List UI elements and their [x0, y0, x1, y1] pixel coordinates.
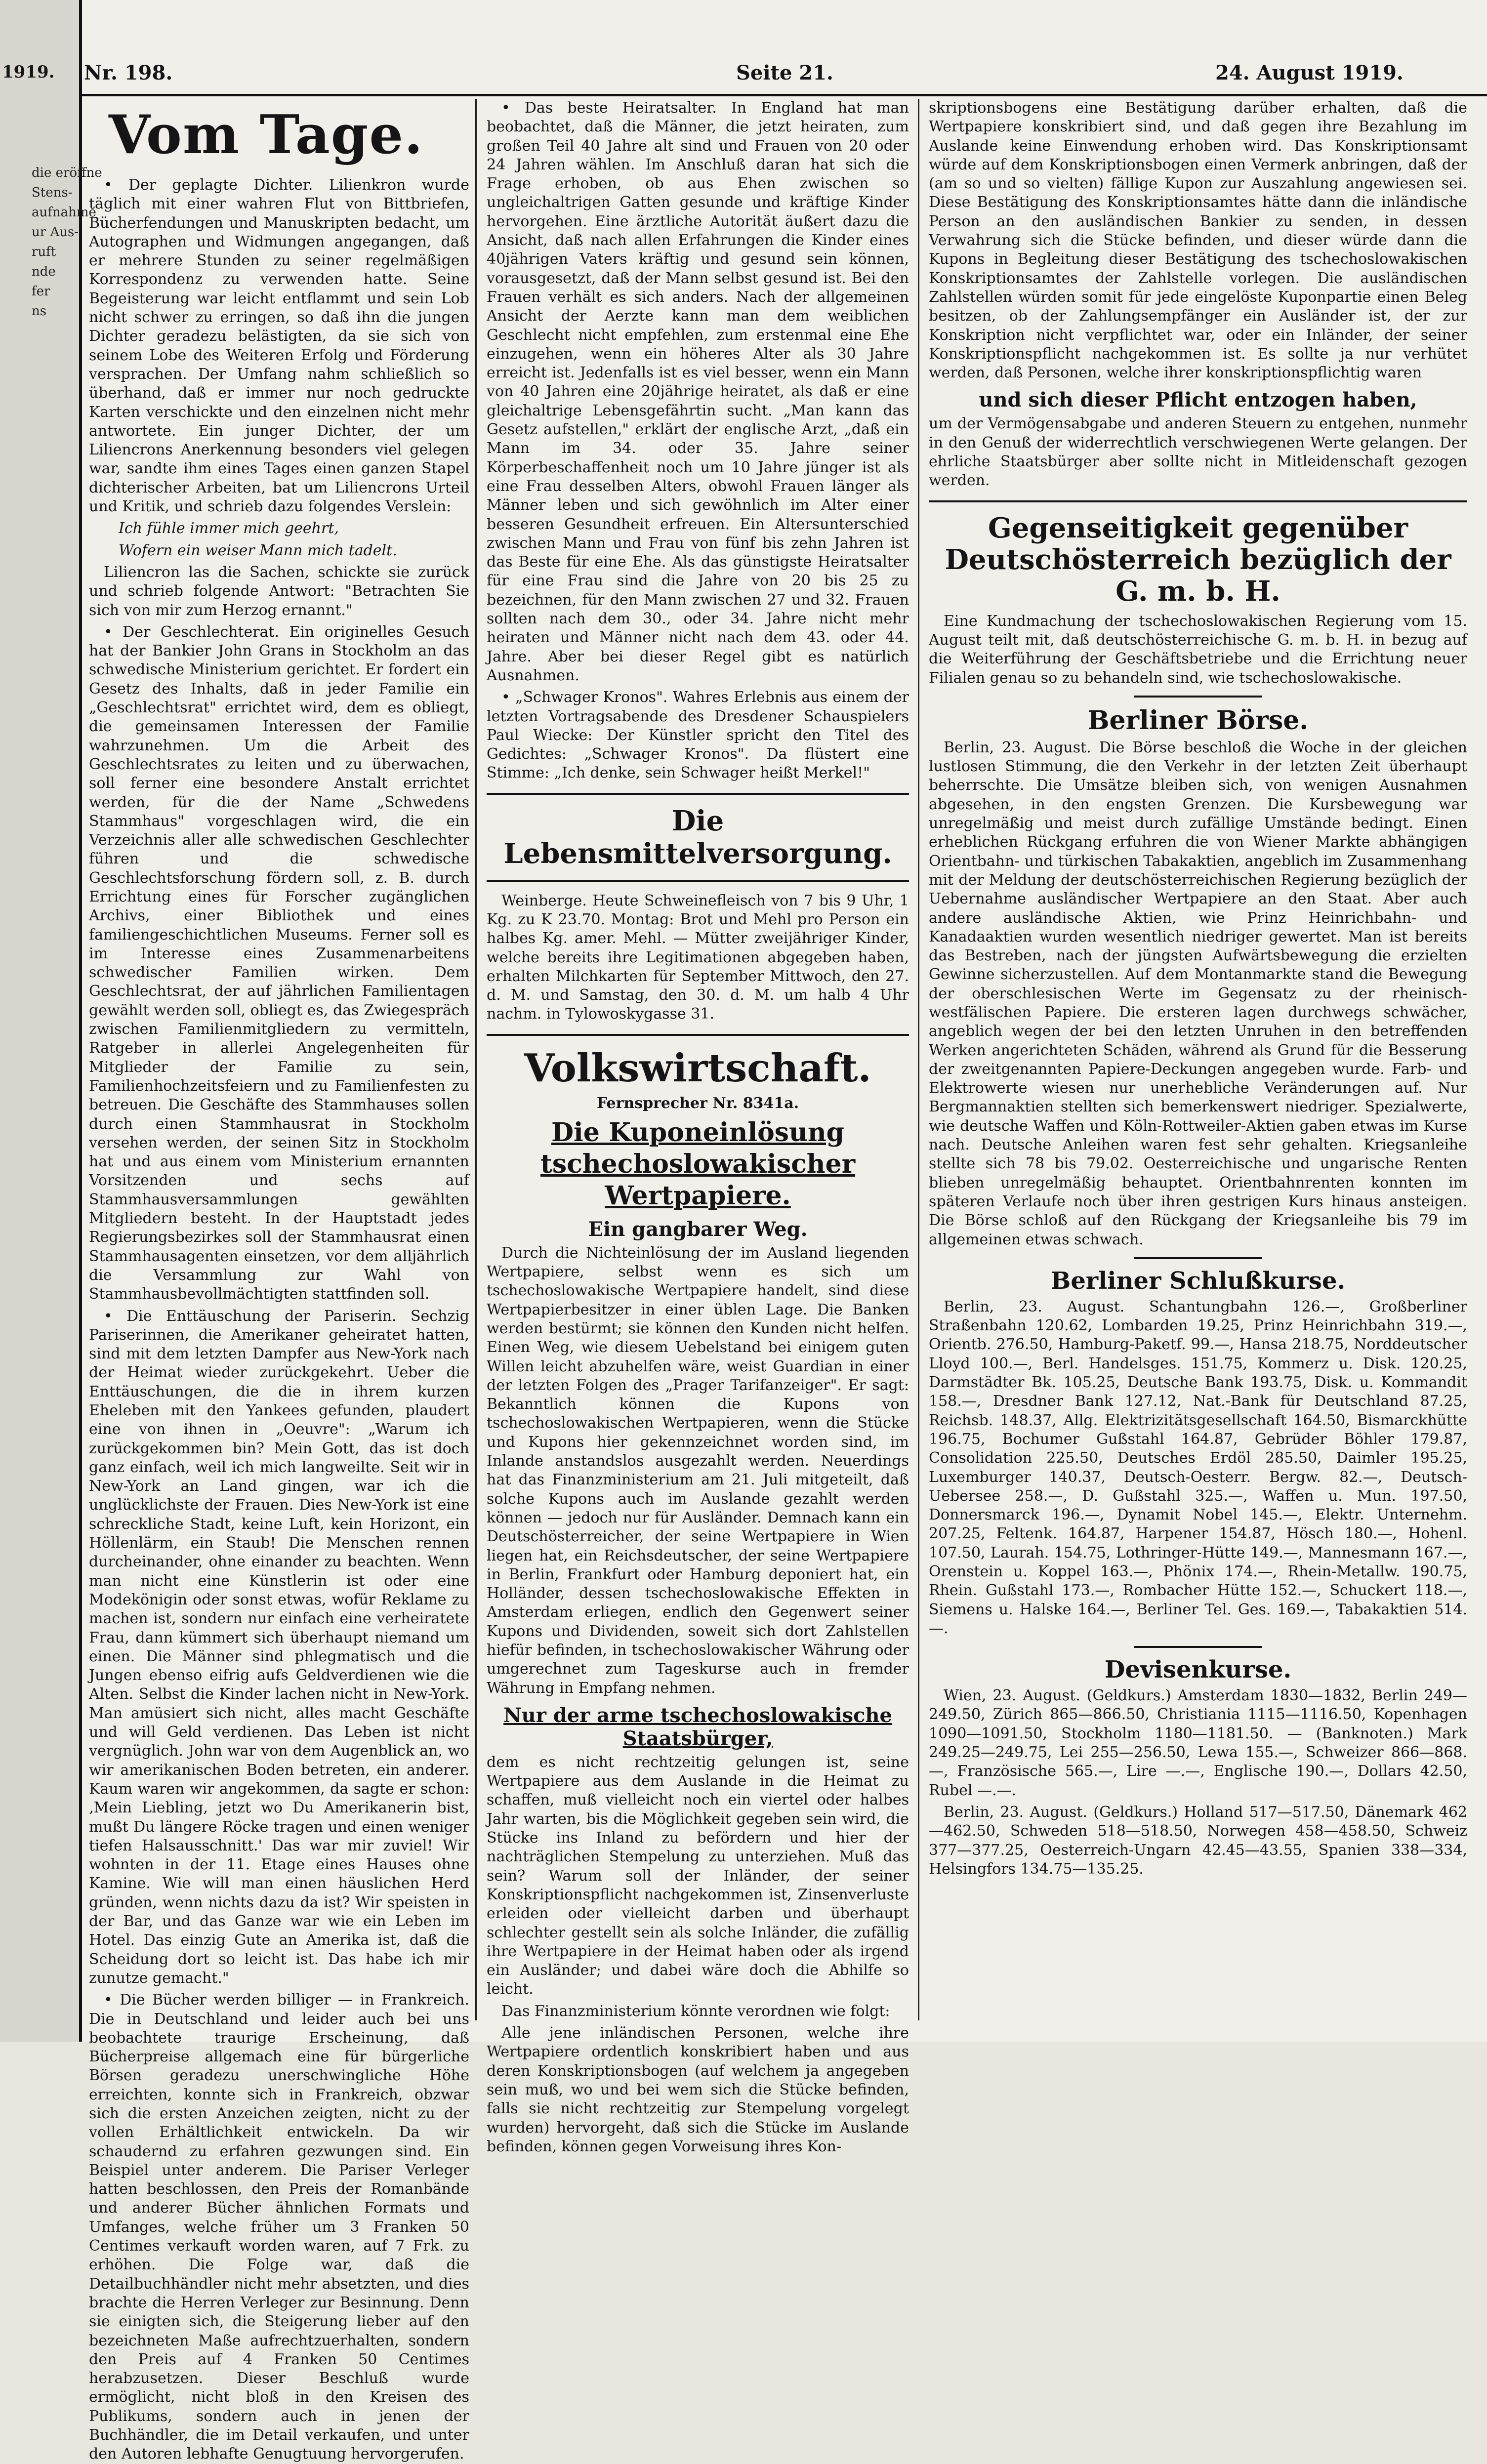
adjacent-fragment: ur Aus-	[32, 225, 79, 240]
article-paragraph: Das Finanzministerium könnte verordnen wie folgt:	[501, 2002, 890, 2020]
fx-rates-text: Wien, 23. August. (Geldkurs.) Amsterdam 1830—1832, Berlin 249—249.50, Zürich 865—866.50, Christiania 1115—1116.50, Kopenhagen 1090—1091.50, Stockholm 1180—1181.50. — (Banknoten.) Mark 249.25—249.75, Lei 255—256.50, Lewa 155.—, Schweizer 866—868.—, Französische 565.—, Lire —.—, Englische 190.—, Dollars 42.50, Rubel —.—.	[929, 1687, 1467, 1799]
adjacent-fragment: die eröffne	[32, 165, 102, 180]
adjacent-fragment: aufnahme	[32, 205, 96, 220]
article-paragraph: • „Schwager Kronos". Wahres Erlebnis aus einem der letzten Vortragsabende des Dresdener Schauspielers Paul Wiecke: Der Künstler spricht den Titel des Gedichtes: „Schwager Kronos". Da flüstert eine Stimme: „Ich denke, sein Schwager heißt Merkel!"	[487, 689, 909, 782]
article-paragraph: um der Vermögensabgabe und anderen Steuern zu entgehen, nunmehr in den Genuß der widerrechtlich verschwiegenen Werte gelangen. Der ehrliche Staatsbürger aber sollte nicht in Mitleidenschaft gezogen werden.	[929, 415, 1467, 490]
column-rule	[918, 99, 919, 2020]
section-divider	[487, 1034, 909, 1036]
issue-date: 24. August 1919.	[1215, 61, 1404, 84]
article-paragraph: Durch die Nichteinlösung der im Ausland liegenden Wertpapiere, selbst wenn es sich um tschechoslowakische Wertpapiere handelt, sind diese Wertpapierbesitzer in einer üblen Lage. Die Banken werden bestürmt; sie können den Kunden nicht helfen. Einen Weg, wie diesem Uebelstand bei einigem guten Willen leicht abzuhelfen wäre, weist Guardian in einer der letzten Folgen des „Prager Tarifanzeiger". Er sagt: Bekanntlich können die Kupons von tschechoslowakischen Wertpapieren, wenn die Stücke und Kupons hier gekennzeichnet worden sind, im Inlande anstandslos ausgezahlt werden. Neuerdings hat das Finanzministerium am 21. Juli mitgeteilt, daß solche Kupons auch im Auslande gezahlt werden können — jedoch nur für Ausländer. Demnach kann ein Deutschösterreicher, der seine Wertpapiere in Wien liegen hat, ein Reichsdeutscher, der seine Wertpapiere in Berlin, Frankfurt oder Hamburg deponiert hat, ein Holländer, dessen tschechoslowakische Effekten in Amsterdam erliegen, endlich den Gegenwert seiner Kupons und Dividenden, soweit sich dort Zahlstellen hiefür befinden, in tschechoslowakischer Währung oder umgerechnet zum Tageskurse auch in fremder Währung in Empfang nehmen.	[487, 1244, 909, 1697]
article-subheading: Ein gangbarer Weg.	[588, 1217, 808, 1241]
article-paragraph: dem es nicht rechtzeitig gelungen ist, seine Wertpapiere aus dem Auslande in die Heimat zu schaffen, muß vielleicht noch ein viertel oder halbes Jahr warten, bis die Möglichkeit gegeben sein wird, die Stücke ins Inland zu befördern und hier der nachträglichen Stempelung zu unterziehen. Muß das sein? Warum soll der Inländer, der seiner Konskriptionspflicht nachgekommen ist, Zinsenverluste erleiden oder vielleicht darben und überhaupt schlechter gestellt sein als solche Inländer, die zufällig ihre Wertpapiere in der Heimat haben oder als irgend ein Ausländer; und dabei wäre doch die Abhilfe so leicht.	[487, 1753, 909, 1998]
adjacent-fragment: ruft	[32, 245, 56, 259]
adjacent-fragment: ns	[32, 304, 47, 319]
section-divider	[1134, 696, 1262, 698]
reciprocity-title: Gegenseitigkeit gegenüber Deutschösterreich bezüglich der G. m. b. H.	[945, 511, 1451, 608]
food-supply-title: Die Lebensmittelversorgung.	[503, 804, 892, 870]
section-divider	[1134, 1646, 1262, 1648]
food-supply-text: Weinberge. Heute Schweinefleisch von 7 bis 9 Uhr, 1 Kg. zu K 23.70. Montag: Brot und Mehl pro Person ein halbes Kg. amer. Mehl. — Mütter zweijähriger Kinder, welche bereits ihre Legitimationen abgegeben haben, erhalten Milchkarten für September Mittwoch, den 27. d. M. und Samstag, den 30. d. M. um halb 4 Uhr nachm. in Tylowoskygasse 31.	[487, 892, 909, 1023]
column-1	[89, 99, 469, 2463]
article-paragraph: • Die Bücher werden billiger — in Frankreich. Die in Deutschland und leider auch bei uns beobachtete traurige Erscheinung, daß Bücherpreise allgemach eine für bürgerliche Börsen geradezu unerschwingliche Höhe erreichten, konnte sich in Frankreich, obzwar sich die ersten Anzeichen zeigten, nicht zu der vollen Erhältlichkeit entwickeln. Da wir schaudernd zu erfahren gezwungen sind. Ein Beispiel unter anderem. Die Pariser Verleger hatten beschlossen, den Preis der Romanbände und anderer Bücher ähnlichen Formats und Umfanges, welche früher um 3 Franken 50 Centimes verkauft worden waren, auf 7 Frk. zu erhöhen. Die Folge war, daß die Detailbuchhändler nicht mehr absetzten, und dies brachte die Herren Verleger zur Besinnung. Denn sie einigten sich, die Steigerung lieber auf den bezeichneten Maße aufrechtzuerhalten, sondern den Preis auf 4 Franken 50 Centimes herabzusetzen. Dieser Beschluß wurde ermöglicht, nicht bloß in den Kreisen des Publikums, sondern auch in jenen der Buchhändler, die im Detail verkaufen, und unter den Autoren lebhafte Genugtuung hervorgerufen.	[89, 1991, 469, 2463]
closing-prices-text: Berlin, 23. August. Schantungbahn 126.—, Großberliner Straßenbahn 120.62, Lombarden 19.25, Prinz Heinrichbahn 319.—, Orientb. 276.50, Hamburg-Paketf. 99.—, Hansa 218.75, Norddeutscher Lloyd 100.—, Berl. Handelsges. 151.75, Kommerz u. Disk. 120.25, Darmstädter Bk. 105.25, Deutsche Bank 193.75, Disk. u. Kommandit 158.—, Dresdner Bank 127.12, Nat.-Bank für Deutschland 87.25, Reichsb. 148.37, Allg. Elektrizitätsgesellschaft 164.50, Bismarckhütte 196.75, Bochumer Gußstahl 164.87, Gebrüder Böhler 179.87, Consolidation 225.50, Deutsches Erdöl 285.50, Daimler 195.25, Luxemburger 140.37, Deutsch-Oesterr. Bergw. 82.—, Deutsch-Uebersee 258.—, D. Gußstahl 325.—, Waffen u. Mun. 197.50, Donnersmarck 196.—, Dynamit Nobel 145.—, Elektr. Unternehm. 207.25, Feltenk. 164.87, Harpener 154.87, Hösch 180.—, Hohenl. 107.50, Laurah. 154.75, Lothringer-Hütte 149.—, Mannesmann 167.—, Orenstein u. Koppel 163.—, Phönix 174.—, Rhein-Metallw. 190.75, Rhein. Gußstahl 173.—, Rombacher Hütte 152.—, Schuckert 118.—, Siemens u. Halske 164.—, Berliner Tel. Ges. 169.—, Tabakaktien 514.—.	[929, 1298, 1467, 1637]
article-crosshead: und sich dieser Pflicht entzogen haben,	[979, 388, 1417, 412]
boerse-text: Berlin, 23. August. Die Börse beschloß die Woche in der gleichen lustlosen Stimmung, die den Verkehr in der letzten Zeit überhaupt beherrschte. Die Umsätze bleiben sich, von wenigen Ausnahmen abgesehen, in den engsten Grenzen. Die Kursbewegung war unregelmäßig und meist durch zufällige Umstände bedingt. Einen erheblichen Rückgang erfuhren die von Wiener Markte abhängigen Orientbahn- und türkischen Tabakaktien, angeblich im Zusammenhang mit der Meldung der deutschösterreichischen Regierung bezüglich der Uebernahme ausländischer Wertpapiere an den Staat. Aber auch andere ausländische Aktien, wie Prinz Heinrichbahn- und Kanadaaktien wurden wesentlich niedriger gewertet. Man ist bereits das Bestreben, nach der jüngsten Aufwärtsbewegung die erzielten Gewinne sicherzustellen. Auf dem Montanmarkte stand die Bewegung der oberschlesischen Werte im Gegensatz zu der rheinisch-westfälischen Papiere. Die ersteren lagen durchwegs schwächer, angeblich wegen der bei den letzten Unruhen in den betreffenden Werken angerichteten Schäden, während als Grund für die Besserung der zweitgenannten Papiere-Deckungen angegeben wurde. Farb- und Elektrowerte wiesen nur unerhebliche Veränderungen auf. Nur Bergmannaktien stellten sich bemerkenswert niedriger. Spezialwerte, wie deutsche Waffen und Köln-Rottweiler-Aktien gaben etwas im Kurse nach. Deutsche Anleihen waren fest sehr gehalten. Kriegsanleihe stellte sich 78 bis 79.02. Oesterreichische und ungarische Renten blieben unregelmäßig behauptet. Orientbahnrenten konnten im späteren Verlaufe noch über ihren gestrigen Kurs hinaus ansteigen. Die Börse schloß auf den Rückgang der Kriegsanleihe bis 79 im allgemeinen etwas schwach.	[929, 739, 1467, 1248]
article-paragraph: • Die Enttäuschung der Pariserin. Sechzig Pariserinnen, die Amerikaner geheiratet hatten, sind mit dem letzten Dampfer aus New-York nach der Heimat wieder zurückgekehrt. Ueber die Enttäuschungen, die die in ihrem kurzen Eheleben mit den Yankees gefunden, plaudert eine von ihnen in „Oeuvre": „Warum ich zurückgekommen bin? Mein Gott, das ist doch ganz einfach, weil ich mich langweilte. Seit wir in New-York an Land gingen, war ich die unglücklichste der Frauen. Dies New-York ist eine schreckliche Stadt, keine Luft, kein Horizont, ein Höllenlärm, ein Staub! Die Menschen rennen durcheinander, ohne einander zu beachten. Wenn man nicht eine Künstlerin ist oder eine Modekönigin oder sonst etwas, wofür Reklame zu machen ist, sondern nur einfach eine verheiratete Frau, dann kümmert sich überhaupt niemand um einen. Die Männer sind phlegmatisch und die Jungen ebenso eifrig aufs Geldverdienen wie die Alten. Selbst die Kinder lachen nicht in New-York. Man amüsiert sich nicht, alles macht Geschäfte und will Geld verdienen. Das Leben ist nicht vergnüglich. John war von dem Augenblick an, wo wir amerikanischen Boden betreten, ein anderer. Kaum waren wir angekommen, da sagte er schon: ‚Mein Liebling, jetzt wo Du Amerikanerin bist, mußt Du längere Röcke tragen und einen weniger tiefen Halsausschnitt.' Das war mir zuviel! Wir wohnten in der 11. Etage eines Hauses ohne Kamine. Wie will man einen häuslichen Herd gründen, wenn nichts dazu da ist? Wir speisten in der Bar, und das Ganze war wie ein Leben im Hotel. Das einzig Gute an Amerika ist, daß die Scheidung dort so leicht ist. Das habe ich mir zunutze gemacht."	[89, 1307, 469, 1987]
column-3	[929, 99, 1467, 2025]
adjacent-page-strip	[0, 0, 102, 2042]
adjacent-fragment: Stens-	[32, 185, 73, 200]
verse-line: Wofern ein weiser Mann mich tadelt.	[119, 541, 397, 559]
adjacent-fragment: nde	[32, 264, 56, 279]
article-paragraph: • Das beste Heiratsalter. In England hat man beobachtet, daß die Männer, die jetzt heiraten, zum großen Teil 40 Jahre alt sind und Frauen von 20 oder 24 Jahren wählen. Im Anschluß daran hat sich die Frage erhoben, ob aus Ehen zwischen so ungleichaltrigen Gatten gesunde und kräftige Kinder hervorgehen. Eine ärztliche Autorität äußert dazu die Ansicht, daß nach allen Erfahrungen die Kinder eines 40jährigen Vaters kräftig und gesund sein können, vorausgesetzt, daß der Mann selbst gesund ist. Bei den Frauen verhält es sich anders. Nach der allgemeinen Ansicht der Aerzte kann man dem weiblichen Geschlecht nicht empfehlen, zum erstenmal eine Ehe einzugehen, wenn ein höheres Alter als 30 Jahre erreicht ist. Jedenfalls ist es viel besser, wenn ein Mann von 40 Jahren eine 20jährige heiratet, als daß er eine gleichaltrige Lebensgefährtin sucht. „Man kann das Gesetz aufstellen," erklärt der englische Arzt, „daß ein Mann im 34. oder 35. Jahre seiner Körperbeschaffenheit noch um 10 Jahre jünger ist als eine Frau desselben Alters, obwohl Frauen länger als Männer leben und sich gewöhnlich im Alter einer besseren Gesundheit erfreuen. Ein Altersunterschied zwischen Mann und Frau von fünf bis zehn Jahren ist das Beste für eine Ehe. Als das günstigste Heiratsalter für eine Frau sind die Jahre von 20 bis 25 zu bezeichnen, für den Mann zwischen 27 und 32. Frauen sollten nach dem 30., oder 34. Jahre nicht mehr heiraten und Männer nicht nach dem 43. oder 44. Jahre. Aber bei dieser Regel gibt es natürlich Ausnahmen.	[487, 99, 909, 684]
fx-rates-text: Berlin, 23. August. (Geldkurs.) Holland 517—517.50, Dänemark 462—462.50, Schweden 518—518.50, Norwegen 458—458.50, Schweiz 377—377.25, Oesterreich-Ungarn 42.45—43.55, Spanien 338—334, Helsingfors 134.75—135.25.	[929, 1803, 1467, 1878]
verse-line: Ich fühle immer mich geehrt,	[119, 520, 339, 537]
section-divider	[487, 793, 909, 795]
section-divider	[929, 500, 1467, 502]
article-paragraph: Alle jene inländischen Personen, welche ihre Wertpapiere ordentlich konskribiert haben und aus deren Konskriptionsbogen (auf welchem ja angegeben sein muß, wo und bei wem sich die Stücke befinden, falls sie nicht rechtzeitig zur Stempelung vorgelegt wurden) hervorgeht, daß sich die Stücke im Auslande befinden, können gegen Vorweisung ihres Kon-	[487, 2024, 909, 2155]
page-header	[79, 54, 1487, 96]
section-divider	[1134, 1257, 1262, 1259]
article-crosshead: Nur der arme tschechoslowakische Staatsbürger,	[503, 1703, 892, 1750]
article-paragraph: Liliencron las die Sachen, schickte sie zurück und schrieb folgende Antwort: "Betrachten Sie sich von mir zum Herzog ernannt."	[89, 563, 469, 619]
article-paragraph: • Der geplagte Dichter. Lilienkron wurde täglich mit einer wahren Flut von Bittbriefen, Bücherfendungen und Manuskripten bedacht, um Autographen und Widmungen angegangen, daß er mehrere Stunden zu seiner regelmäßigen Korrespondenz zu verwenden hatte. Seine Begeisterung war leicht entflammt und sein Lob nicht schwer zu erringen, so daß ihn die jungen Dichter geradezu belästigten, da sie sich von seinem Lobe des Weiteren Erfolg und Förderung versprachen. Der Umfang nahm schließlich so überhand, daß er immer nur noch gedruckte Karten verschickte und den einzelnen nicht mehr antwortete. Ein junger Dichter, der um Liliencrons Anerkennung besonders viel gelegen war, sandte ihm eines Tages einen ganzen Stapel dichterischer Arbeiten, bat um Liliencrons Urteil und Kritik, und schrieb dazu folgendes Verslein:	[89, 176, 469, 516]
column-2	[487, 99, 909, 2155]
economy-phone: Fernsprecher Nr. 8341a.	[596, 1094, 799, 1112]
closing-prices-title: Berliner Schlußkurse.	[1050, 1267, 1346, 1295]
column-rule	[475, 99, 477, 2020]
article-paragraph: • Der Geschlechterat. Ein originelles Gesuch hat der Bankier John Grans in Stockholm an das schwedische Ministerium gerichtet. Er fordert ein Gesetz des Inhalts, daß in jeder Familie ein „Geschlechtsrat" errichtet wird, dem es obliegt, die gemeinsamen Interessen der Familie wahrzunehmen. Um die Arbeit des Geschlechtsrates zu leiten und zu überwachen, soll ferner eine besondere Anstalt errichtet werden, für die der Name „Schwedens Stammhaus" vorgeschlagen wird, die ein Verzeichnis aller alle schwedischen Geschlechter führen und die schwedische Geschlechtsforschung fördern soll, z. B. durch Errichtung eines für Forscher zugänglichen Archivs, einer Bibliothek und eines familiengeschichtlichen Museums. Ferner soll es im Interesse eines Zusammenarbeitens schwedischer Familien wirken. Dem Geschlechtsrat, der auf jährlichen Familientagen gewählt werden soll, obliegt es, das Zwiegespräch zwischen Familienmitgliedern zu vermitteln, Ratgeber in allerlei Angelegenheiten für Mitglieder der Familie zu sein, Familienhochzeitsfeiern und zu Familienfesten zu betreuen. Die Geschäfte des Stammhauses sollen durch einen Stammhausrat in Stockholm versehen werden, der seinen Sitz in Stockholm hat und aus einem vom Ministerium ernannten Vorsitzenden und sechs auf Stammhausversammlungen gewählten Mitgliedern besteht. In der Hauptstadt jedes Regierungsbezirkes soll der Stammhausrat einen Stammhausagenten einsetzen, vor dem alljährlich die Versammlung zur Wahl von Stammhausbevollmächtigten stattfinden soll.	[89, 623, 469, 1303]
fx-rates-title: Devisenkurse.	[1104, 1656, 1292, 1684]
page-number: Seite 21.	[736, 61, 833, 84]
economy-title: Volkswirtschaft.	[524, 1045, 871, 1091]
issue-number: Nr. 198.	[84, 61, 173, 84]
adjacent-fragment: fer	[32, 284, 50, 299]
boerse-title: Berliner Börse.	[1087, 705, 1309, 736]
article-paragraph: skriptionsbogens eine Bestätigung darüber erhalten, daß die Wertpapiere konskribiert sind, und daß gegen ihre Bezahlung im Auslande keine Einwendung erhoben wird. Das Konskriptionsamt würde auf dem Konskriptionsbogen einen Vermerk anbringen, daß der (am so und so vielten) fällige Kupon zur Auszahlung angewiesen sei. Diese Bestätigung des Konskriptionsamtes hätte dann die inländische Person an den ausländischen Bankier zu senden, in dessen Verwahrung sich die Stücke befinden, und dieser würde dann die Kupons in Begleitung dieser Bestätigung des tschechoslowakischen Konskriptionsamtes der Zahlstelle vorlegen. Die ausländischen Zahlstellen würden somit für jede eingelöste Kuponpartie einen Beleg besitzen, ob der Zahlungsempfänger ein Ausländer ist, der zur Konskription nicht verpflichtet war, oder ein Inländer, der seiner Konskriptionspflicht nachgekommen ist. Es sollte ja nur verhütet werden, daß Personen, welche ihrer konskriptionspflichtig waren	[929, 99, 1467, 382]
reciprocity-text: Eine Kundmachung der tschechoslowakischen Regierung vom 15. August teilt mit, daß deutschösterreichische G. m. b. H. in bezug auf die Weiterführung der Geschäftsbetriebe und die Errichtung neuer Filialen genau so zu behandeln sind, wie tschechoslowakische.	[929, 612, 1467, 687]
section-masthead: Vom Tage.	[109, 104, 424, 166]
adjacent-page-year: 1919.	[2, 62, 55, 82]
article-headline: Die Kuponeinlösung tschechoslowakischer Wertpapiere.	[540, 1117, 856, 1211]
section-divider	[487, 880, 909, 882]
